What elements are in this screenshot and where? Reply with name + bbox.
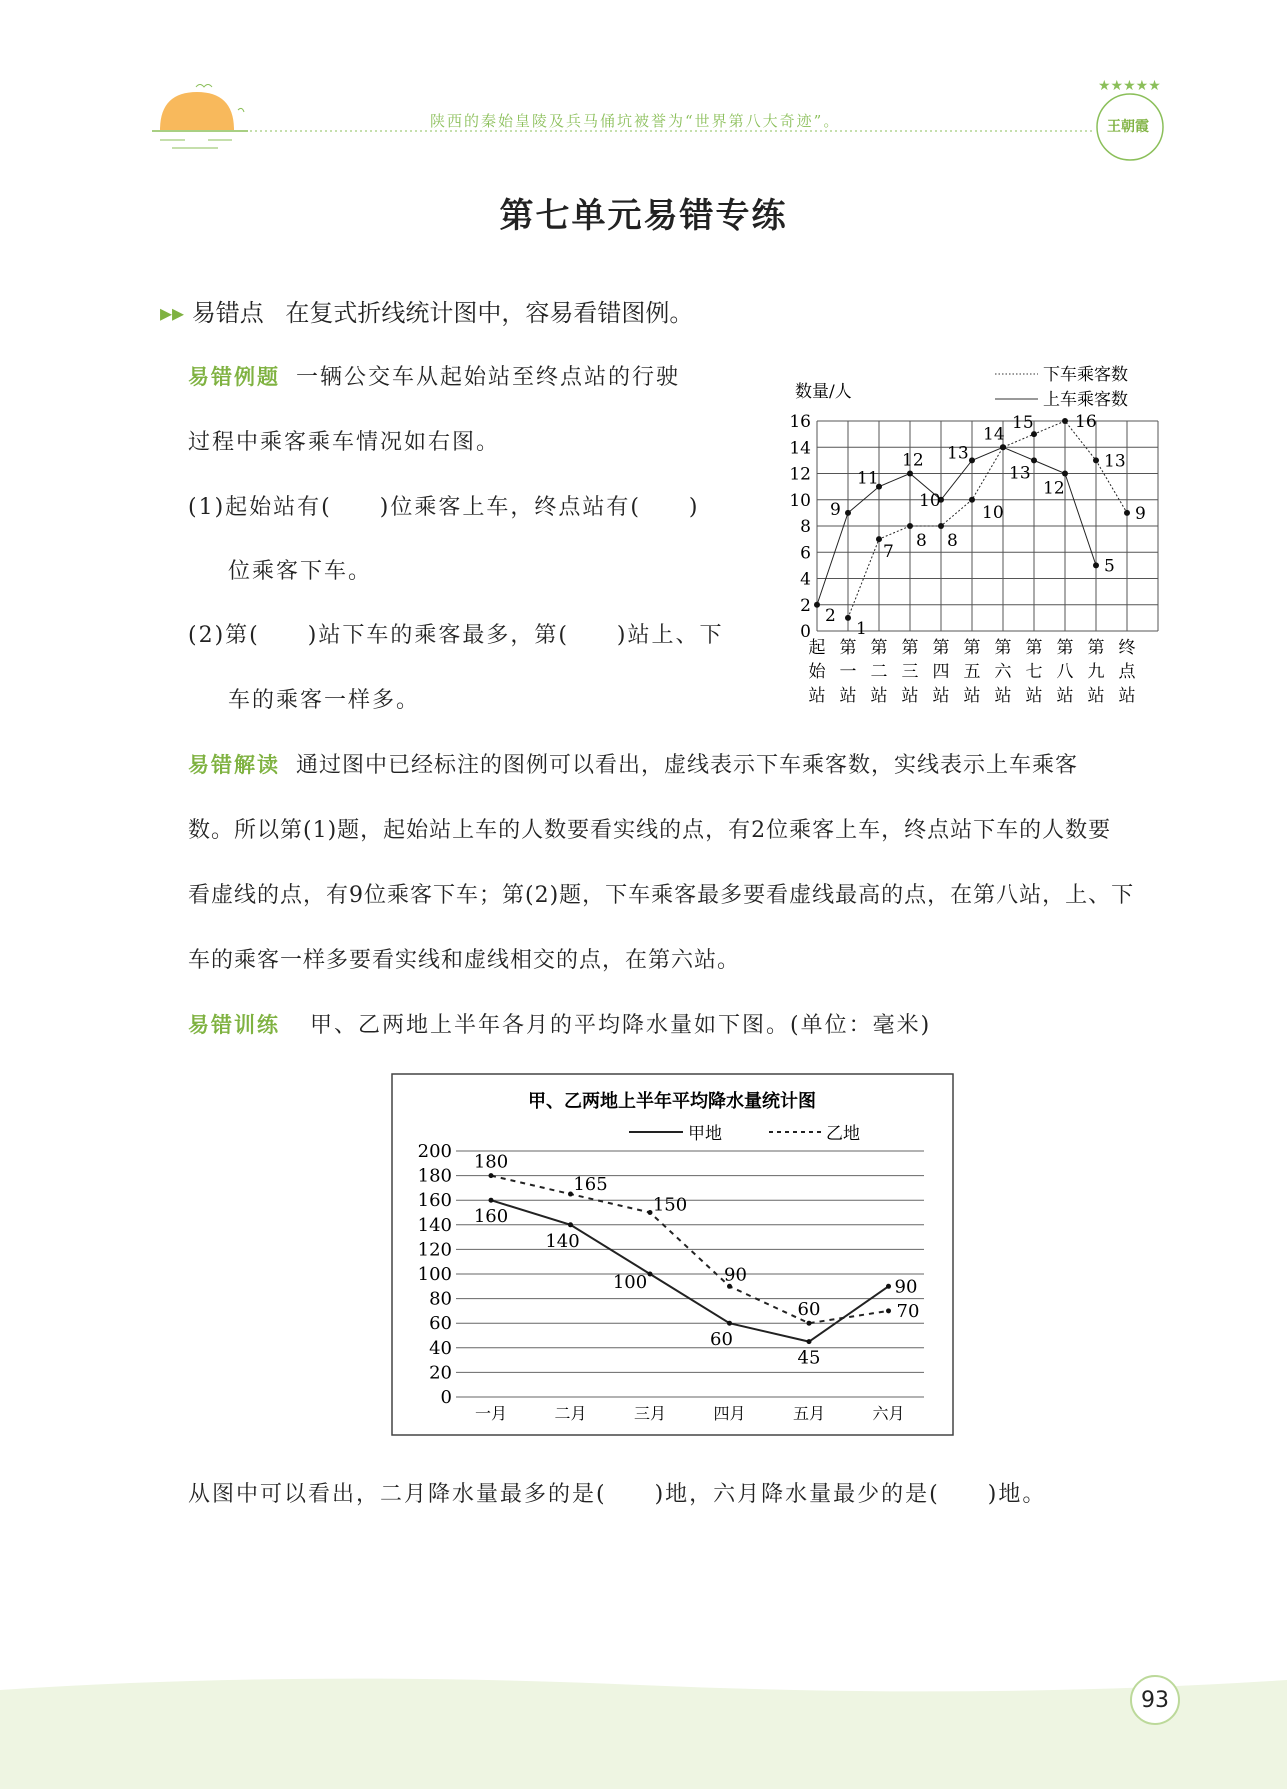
data-point (886, 1284, 891, 1289)
x-tick-label: 第 (839, 638, 857, 658)
data-point (807, 1321, 812, 1326)
y-tick-label: 14 (789, 438, 811, 459)
error-point-text: 在复式折线统计图中，容易看错图例。 (285, 299, 694, 327)
y-tick-label: 200 (417, 1141, 452, 1162)
data-point (1000, 444, 1006, 450)
x-tick-label: 站 (1087, 686, 1105, 706)
data-point (648, 1272, 653, 1277)
data-point (1093, 457, 1099, 463)
data-point (489, 1173, 494, 1178)
chart-title: 甲、乙两地上半年平均降水量统计图 (528, 1091, 816, 1112)
data-label: 45 (797, 1347, 821, 1369)
x-tick-label: 终 (1118, 638, 1136, 658)
legend-label: 甲地 (688, 1124, 722, 1144)
x-tick-label: 第 (1087, 638, 1105, 658)
x-tick-label: 八 (1056, 662, 1074, 682)
x-tick-label: 五 (963, 662, 981, 682)
training-line: 易错训练 甲、乙两地上半年各月的平均降水量如下图。(单位：毫米) (188, 1013, 932, 1038)
question-2: (2)第( )站下车的乘客最多，第( )站上、下 (188, 623, 724, 648)
x-tick-label: 六 (994, 662, 1012, 682)
x-tick-label: 三 (901, 662, 919, 682)
data-label: 11 (857, 468, 879, 489)
header-decoration (0, 0, 1287, 180)
question-2-cont: 车的乘客一样多。 (228, 688, 421, 713)
data-point (1062, 471, 1068, 477)
y-tick-label: 10 (789, 490, 811, 511)
x-tick-label: 站 (1118, 686, 1136, 706)
data-label: 10 (919, 490, 941, 511)
data-point (845, 615, 851, 621)
data-label: 5 (1104, 556, 1115, 577)
data-point (938, 523, 944, 529)
data-point (489, 1198, 494, 1203)
data-point (845, 510, 851, 516)
x-tick-label: 站 (1025, 686, 1043, 706)
data-label: 2 (825, 605, 836, 626)
data-point (1062, 418, 1068, 424)
data-label: 15 (1012, 413, 1034, 434)
y-tick-label: 60 (429, 1313, 452, 1335)
data-point (1031, 457, 1037, 463)
x-tick-label: 起 (808, 638, 826, 658)
data-point (814, 602, 820, 608)
error-point-row (160, 293, 693, 328)
x-tick-label: 二 (870, 662, 888, 682)
x-tick-label: 五月 (792, 1404, 826, 1423)
data-label: 7 (883, 542, 894, 563)
data-label: 13 (1009, 463, 1031, 484)
data-label: 180 (473, 1151, 509, 1173)
y-tick-label: 20 (429, 1362, 452, 1384)
analysis-label: 易错解读 (188, 753, 280, 777)
training-label: 易错训练 (188, 1013, 280, 1037)
data-label: 9 (830, 499, 841, 520)
data-label: 16 (1075, 412, 1097, 432)
x-tick-label: 第 (994, 638, 1012, 658)
data-point (969, 457, 975, 463)
data-point (876, 536, 882, 542)
x-tick-label: 六月 (872, 1404, 905, 1423)
data-label: 14 (983, 424, 1005, 445)
x-tick-label: 一 (839, 662, 857, 682)
x-tick-label: 站 (1056, 686, 1074, 706)
x-tick-label: 第 (963, 638, 981, 658)
bus-passenger-chart (780, 360, 1180, 710)
x-tick-label: 始 (808, 662, 826, 682)
x-tick-label: 站 (870, 686, 888, 706)
data-label: 13 (947, 443, 969, 464)
data-label: 60 (710, 1329, 733, 1351)
data-label: 8 (916, 531, 927, 551)
page-title: 第七单元易错专练 (499, 196, 788, 236)
example-label: 易错例题 (188, 365, 280, 389)
legend-label: 下车乘客数 (1043, 365, 1128, 385)
analysis-line-2: 数。所以第(1)题，起始站上车的人数要看实线的点，有2位乘客上车，终点站下车的人数要 (188, 818, 1112, 843)
x-tick-label: 第 (1025, 638, 1043, 658)
y-tick-label: 0 (440, 1387, 452, 1408)
data-point (1124, 510, 1130, 516)
data-label: 90 (724, 1264, 747, 1286)
example-line-2: 过程中乘客乘车情况如右图。 (188, 430, 501, 455)
x-tick-label: 站 (932, 686, 950, 706)
x-tick-label: 三月 (633, 1404, 667, 1423)
y-tick-label: 80 (429, 1288, 452, 1310)
y-axis-label: 数量/人 (795, 382, 852, 402)
y-tick-label: 4 (800, 569, 811, 590)
data-label: 70 (896, 1300, 920, 1322)
x-tick-label: 站 (901, 686, 919, 706)
y-tick-label: 12 (789, 464, 811, 485)
data-label: 12 (1043, 478, 1065, 499)
legend-label: 乙地 (826, 1124, 860, 1144)
svg-text:★★★★★: ★★★★★ (1098, 78, 1161, 94)
x-tick-label: 第 (932, 638, 950, 658)
y-tick-label: 40 (429, 1337, 452, 1359)
question-1: (1)起始站有( )位乘客上车，终点站有( ) (188, 495, 700, 520)
x-tick-label: 站 (808, 686, 826, 706)
data-point (907, 471, 913, 477)
y-tick-label: 180 (417, 1165, 452, 1187)
data-point (648, 1210, 653, 1215)
data-point (807, 1339, 812, 1344)
x-tick-label: 七 (1025, 662, 1043, 682)
y-tick-label: 100 (417, 1264, 452, 1285)
data-point (969, 497, 975, 503)
x-tick-label: 站 (839, 686, 857, 706)
x-tick-label: 二月 (554, 1404, 587, 1423)
chart-frame (392, 1074, 953, 1435)
data-label: 165 (573, 1174, 608, 1196)
data-point (568, 1222, 573, 1227)
data-point (568, 1192, 573, 1197)
x-tick-label: 四月 (713, 1404, 746, 1423)
y-tick-label: 120 (417, 1239, 452, 1261)
y-tick-label: 8 (800, 517, 811, 537)
data-label: 140 (545, 1230, 580, 1252)
data-label: 1 (856, 618, 867, 639)
data-label: 150 (652, 1194, 688, 1216)
legend-label: 上车乘客数 (1043, 390, 1128, 410)
x-tick-label: 站 (963, 686, 981, 706)
data-point (1093, 562, 1099, 568)
header-motto: 陕西的秦始皇陵及兵马俑坑被誉为“世界第八大奇迹”。 (430, 112, 841, 130)
data-label: 8 (947, 531, 958, 551)
question-1-cont: 位乘客下车。 (228, 559, 373, 584)
rainfall-chart (391, 1073, 954, 1436)
data-label: 10 (982, 502, 1004, 523)
x-tick-label: 一月 (474, 1404, 508, 1423)
x-tick-label: 点 (1118, 662, 1136, 682)
data-label: 160 (473, 1206, 509, 1228)
footer-wave (0, 1660, 1287, 1789)
x-tick-label: 四 (932, 662, 950, 682)
data-label: 100 (612, 1272, 648, 1293)
data-label: 60 (797, 1299, 821, 1321)
x-tick-label: 第 (870, 638, 888, 658)
analysis-line-3: 看虚线的点，有9位乘客下车；第(2)题，下车乘客最多要看虚线最高的点，在第八站，上、下 (188, 883, 1135, 908)
data-label: 12 (902, 450, 924, 471)
data-label: 9 (1135, 503, 1146, 524)
training-question: 从图中可以看出，二月降水量最多的是( )地，六月降水量最少的是( )地。 (188, 1482, 1047, 1507)
analysis-line-1: 易错解读 通过图中已经标注的图例可以看出，虚线表示下车乘客数，实线表示上车乘客 (188, 753, 1079, 778)
data-point (886, 1308, 891, 1313)
y-tick-label: 2 (800, 595, 811, 616)
data-point (727, 1321, 732, 1326)
logo-text: 王朝霞 (1107, 119, 1149, 135)
example-line-1: 易错例题 一辆公交车从起始站至终点站的行驶 (188, 365, 681, 390)
data-point (907, 523, 913, 529)
y-tick-label: 16 (789, 412, 811, 432)
data-label: 13 (1104, 451, 1126, 472)
x-tick-label: 第 (1056, 638, 1074, 658)
page-number: 93 (1141, 1688, 1169, 1713)
y-tick-label: 6 (800, 543, 811, 564)
y-tick-label: 0 (800, 622, 811, 642)
error-point-label: 易错点 (191, 299, 264, 327)
double-chevron-icon: ▸▸ (160, 299, 185, 327)
x-tick-label: 站 (994, 686, 1012, 706)
x-tick-label: 九 (1087, 662, 1105, 682)
y-tick-label: 140 (417, 1214, 452, 1236)
analysis-line-4: 车的乘客一样多要看实线和虚线相交的点，在第六站。 (188, 948, 741, 973)
data-label: 90 (894, 1276, 918, 1298)
y-tick-label: 160 (417, 1190, 452, 1212)
sun-icon (152, 85, 248, 149)
x-tick-label: 第 (901, 638, 919, 658)
